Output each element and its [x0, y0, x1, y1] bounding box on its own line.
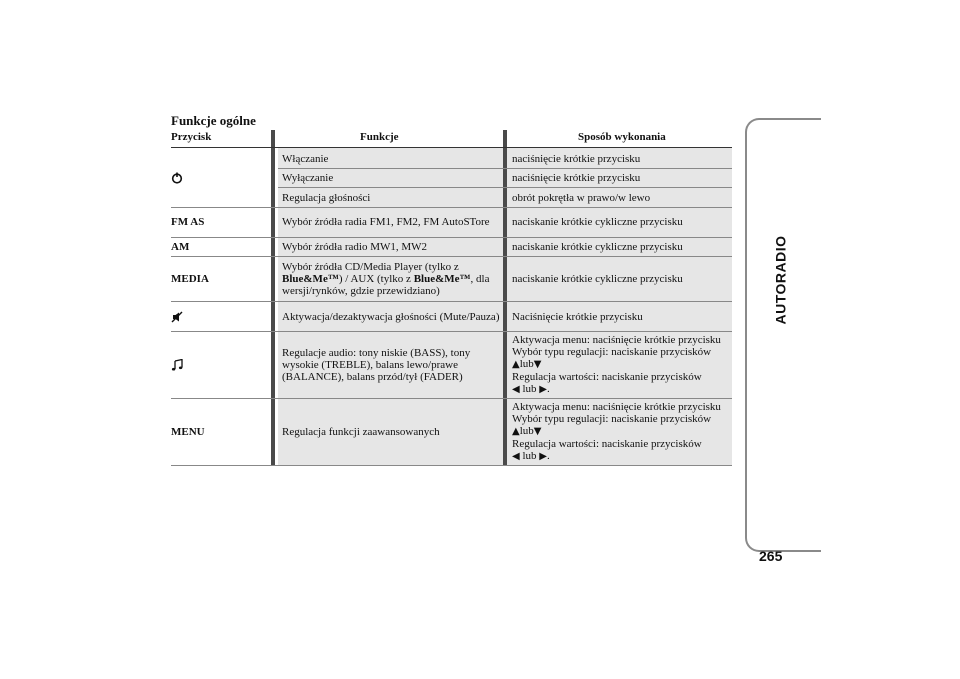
- column-divider: [503, 130, 507, 147]
- text-line: Regulacja wartości: naciskanie przycisków: [512, 438, 702, 450]
- down-arrow-icon: ▼: [533, 359, 542, 370]
- row-divider: [171, 147, 732, 148]
- left-arrow-icon: ◀: [512, 451, 520, 462]
- table-cell: Wybór źródła radia FM1, FM2, FM AutoSTore: [282, 216, 490, 228]
- button-label: FM AS: [171, 216, 205, 228]
- table-cell: [512, 334, 732, 396]
- text-line: [512, 450, 550, 463]
- table-cell: Naciśnięcie krótkie przycisku: [512, 310, 643, 323]
- text-line: Wybór typu regulacji: naciskanie przycisków: [512, 346, 712, 358]
- left-arrow-icon: ◀: [512, 384, 520, 395]
- table-cell: Regulacja funkcji zaawansowanych: [282, 426, 440, 438]
- music-note-icon: [171, 332, 267, 398]
- table-cell: Regulacje audio: tony niskie (BASS), tony wysokie (TREBLE), balans lewo/prawe (BALANCE), balans przód/tył (FADER): [282, 347, 471, 383]
- table-cell: naciskanie krótkie cykliczne przycisku: [512, 216, 683, 228]
- table-cell: obrót pokrętła w prawo/w lewo: [512, 191, 651, 204]
- table-cell: [512, 401, 732, 463]
- chapter-label: AUTORADIO: [773, 235, 789, 325]
- row-divider: [171, 465, 732, 466]
- header-function: Funkcje: [360, 131, 399, 143]
- text-line: Aktywacja menu: naciśnięcie krótkie przycisku: [512, 334, 721, 346]
- mute-icon: [171, 302, 267, 331]
- right-arrow-icon: ▶: [539, 451, 547, 462]
- text-line: Aktywacja menu: naciśnięcie krótkie przycisku: [512, 401, 721, 413]
- button-label: AM: [171, 241, 190, 253]
- button-label: MENU: [171, 426, 205, 438]
- brand-text: Blue&Me™: [282, 273, 339, 285]
- table-cell: Wybór źródła radio MW1, MW2: [282, 241, 428, 253]
- text-line: [512, 383, 550, 396]
- column-divider: [503, 148, 507, 466]
- table-cell: Włączanie: [282, 152, 329, 165]
- up-arrow-icon: ▲: [512, 359, 520, 370]
- table-cell: naciśnięcie krótkie przycisku: [512, 152, 641, 165]
- text: lub: [519, 358, 534, 370]
- table-cell: Regulacja głośności: [282, 191, 371, 204]
- text: Wybór źródła CD/Media Player (tylko z: [282, 261, 459, 273]
- brand-text: Blue&Me™: [413, 273, 471, 285]
- button-label: MEDIA: [171, 273, 209, 285]
- column-divider: [271, 130, 275, 147]
- table-cell: naciskanie krótkie cykliczne przycisku: [512, 273, 683, 285]
- table-cell: [282, 257, 500, 301]
- section-title: Funkcje ogólne: [171, 113, 256, 128]
- column-divider: [271, 148, 275, 466]
- table-cell: Wyłączanie: [282, 172, 334, 184]
- power-icon: [171, 171, 267, 185]
- text-line: Wybór typu regulacji: naciskanie przycisków: [512, 413, 712, 425]
- text-line: Regulacja wartości: naciskanie przycisków: [512, 371, 702, 383]
- text: .: [546, 450, 550, 462]
- text: lub: [519, 425, 534, 437]
- header-how: Sposób wykonania: [578, 131, 666, 143]
- table-cell: naciśnięcie krótkie przycisku: [512, 172, 641, 184]
- text-line: [512, 358, 541, 371]
- text: .: [546, 383, 550, 395]
- text: lub: [522, 450, 537, 462]
- up-arrow-icon: ▲: [512, 426, 520, 437]
- table-cell: Aktywacja/dezaktywacja głośności (Mute/Pauza): [282, 310, 500, 323]
- table-cell: naciskanie krótkie cykliczne przycisku: [512, 241, 683, 253]
- header-key: Przycisk: [171, 131, 212, 143]
- text: , dla wersji/rynków, gdzie przewidziano): [282, 273, 490, 297]
- right-arrow-icon: ▶: [539, 384, 547, 395]
- text: lub: [522, 383, 537, 395]
- text: ) / AUX (tylko z: [338, 273, 414, 285]
- page-number: 265: [759, 548, 783, 564]
- down-arrow-icon: ▼: [533, 426, 542, 437]
- text-line: [512, 425, 541, 438]
